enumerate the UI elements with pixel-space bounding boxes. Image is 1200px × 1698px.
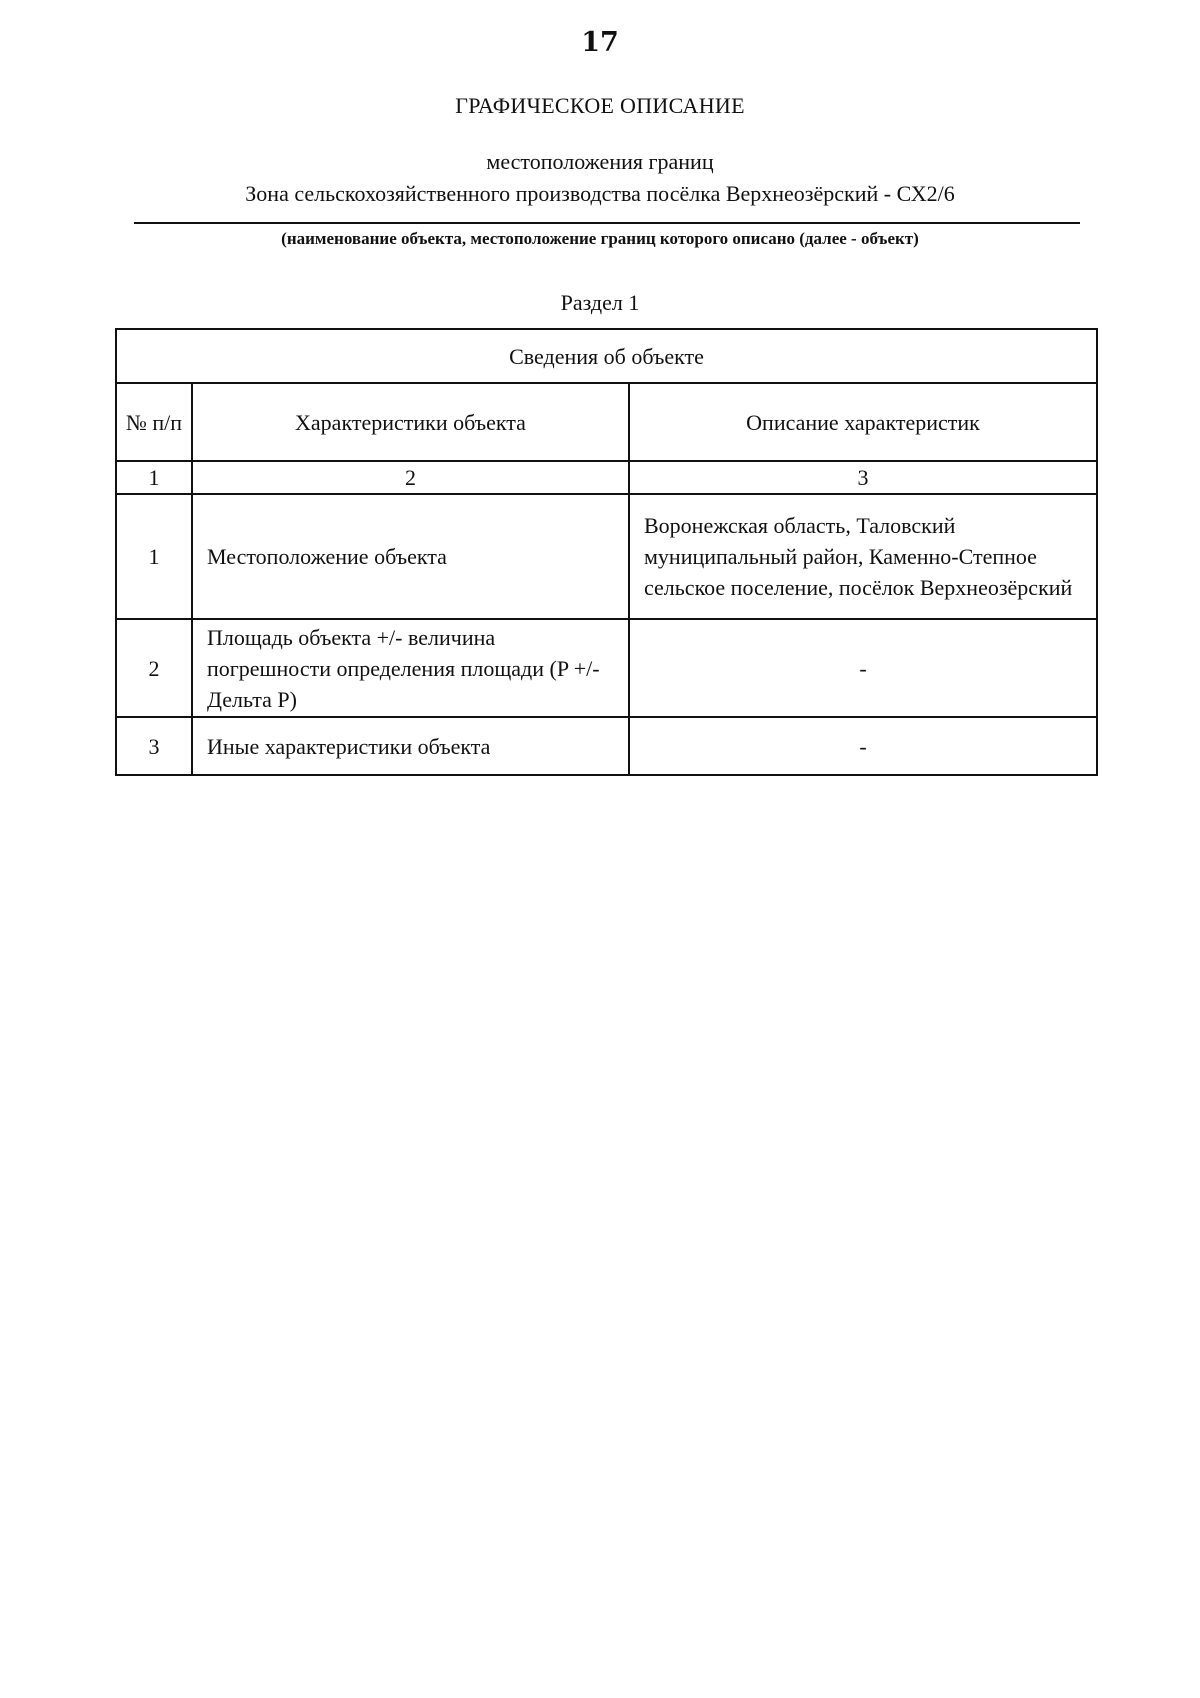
column-header-characteristics: Характеристики объекта xyxy=(192,383,629,461)
object-info-table xyxy=(115,328,1098,776)
column-number-2: 2 xyxy=(192,461,629,494)
subtitle-line-1: местоположения границ xyxy=(486,149,714,174)
row-number: 1 xyxy=(116,494,192,619)
column-number-3: 3 xyxy=(629,461,1097,494)
document-subtitle xyxy=(0,146,1200,210)
document-title: ГРАФИЧЕСКОЕ ОПИСАНИЕ xyxy=(455,93,745,118)
row-number: 2 xyxy=(116,619,192,717)
table-header: Сведения об объекте xyxy=(116,329,1097,383)
row-description: - xyxy=(629,619,1097,717)
table-header-row xyxy=(116,329,1097,383)
table-row xyxy=(116,619,1097,717)
column-headers-row xyxy=(116,383,1097,461)
column-header-number: № п/п xyxy=(116,383,192,461)
object-name-caption: (наименование объекта, местоположение границ которого описано (далее - объект) xyxy=(281,229,919,248)
row-number: 3 xyxy=(116,717,192,775)
row-description: - xyxy=(629,717,1097,775)
column-numbers-row xyxy=(116,461,1097,494)
table-row xyxy=(116,494,1097,619)
row-description: Воронежская область, Таловский муниципальный район, Каменно-Степное сельское поселение, посёлок Верхнеозёрский xyxy=(629,494,1097,619)
column-number-1: 1 xyxy=(116,461,192,494)
table-row xyxy=(116,717,1097,775)
column-header-description: Описание характеристик xyxy=(629,383,1097,461)
subtitle-line-2: Зона сельскохозяйственного производства посёлка Верхнеозёрский - СХ2/6 xyxy=(245,181,955,206)
row-characteristic: Площадь объекта +/- величина погрешности определения площади (P +/- Дельта P) xyxy=(192,619,629,717)
row-characteristic: Иные характеристики объекта xyxy=(192,717,629,775)
row-characteristic: Местоположение объекта xyxy=(192,494,629,619)
section-title: Раздел 1 xyxy=(560,290,640,315)
object-name-underline xyxy=(134,222,1080,224)
page-number: 17 xyxy=(581,27,619,58)
